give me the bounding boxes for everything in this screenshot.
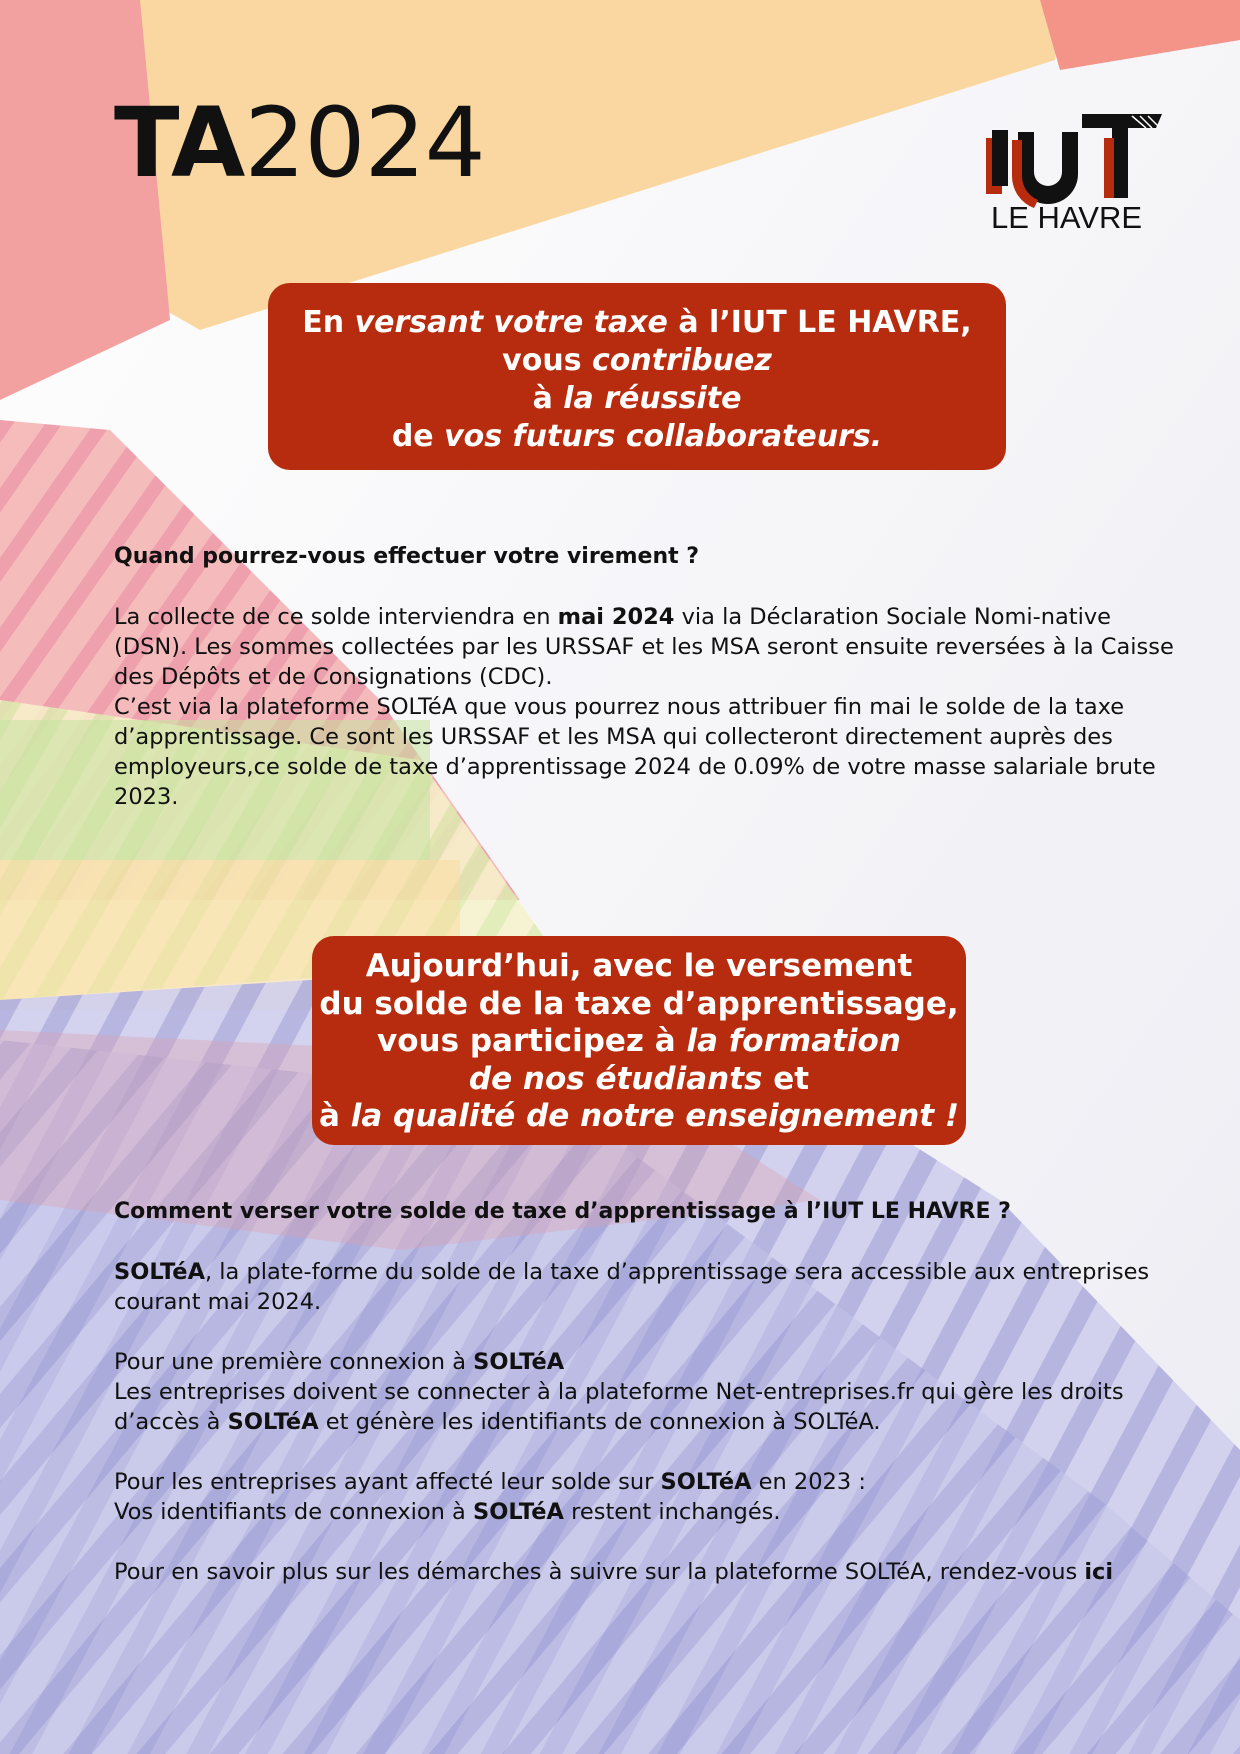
paragraph-first-connection: Pour une première connexion à SOLTéA	[114, 1349, 565, 1375]
section-heading-how: Comment verser votre solde de taxe d’apprentissage à l’IUT LE HAVRE ?	[114, 1199, 1011, 1224]
section-when	[114, 542, 1174, 812]
paragraph-soltea-intro: SOLTéA, la plate-forme du solde de la taxe d’apprentissage sera accessible aux entreprises courant mai 2024.	[114, 1259, 1150, 1315]
paragraph-existing-companies: Pour les entreprises ayant affecté leur solde sur SOLTéA en 2023 :	[114, 1469, 866, 1495]
paragraph-collecte: La collecte de ce solde interviendra en mai 2024 via la Déclaration Sociale Nomi-native (DSN). Les sommes collectées par les URSSAF et les MSA seront ensuite reversées à la Caisse des Dépôts et de Consignations (CDC).	[114, 604, 1174, 690]
paragraph-net-entreprises: Les entreprises doivent se connecter à la plateforme Net-entreprises.fr qui gère les droits d’accès à SOLTéA et génère les identifiants de connexion à SOLTéA.	[114, 1379, 1124, 1435]
section-how	[114, 1197, 1174, 1587]
paragraph-identifiers: Vos identifiants de connexion à SOLTéA restent inchangés.	[114, 1499, 781, 1525]
logo-text: IUT	[982, 108, 984, 109]
title-year: 2024	[244, 87, 485, 199]
paragraph-more-info: Pour en savoir plus sur les démarches à suivre sur la plateforme SOLTéA, rendez-vous ici	[114, 1559, 1114, 1585]
page-title	[114, 87, 485, 199]
banner-participation: Aujourd’hui, avec le versement du solde de la taxe d’apprentissage, vous participez à la formation de nos étudiants et à la qualité de notre enseignement !	[312, 936, 966, 1145]
paragraph-soltea-platform: C’est via la plateforme SOLTéA que vous pourrez nous attribuer fin mai le solde de la taxe d’apprentissage. Ce sont les URSSAF et les MSA qui collecteront directement auprès des employeurs,ce solde de taxe d’apprentissage 2024 de 0.09% de votre masse salariale brute 2023.	[114, 694, 1156, 810]
title-bold: TA	[114, 87, 245, 199]
logo-subtitle: LE HAVRE	[991, 200, 1143, 235]
link-ici[interactable]: ici	[1084, 1559, 1114, 1585]
section-heading-when: Quand pourrez-vous effectuer votre virement ?	[114, 544, 700, 569]
banner-contribution: En versant votre taxe à l’IUT LE HAVRE, vous contribuez à la réussite de vos futurs collaborateurs.	[268, 283, 1006, 470]
